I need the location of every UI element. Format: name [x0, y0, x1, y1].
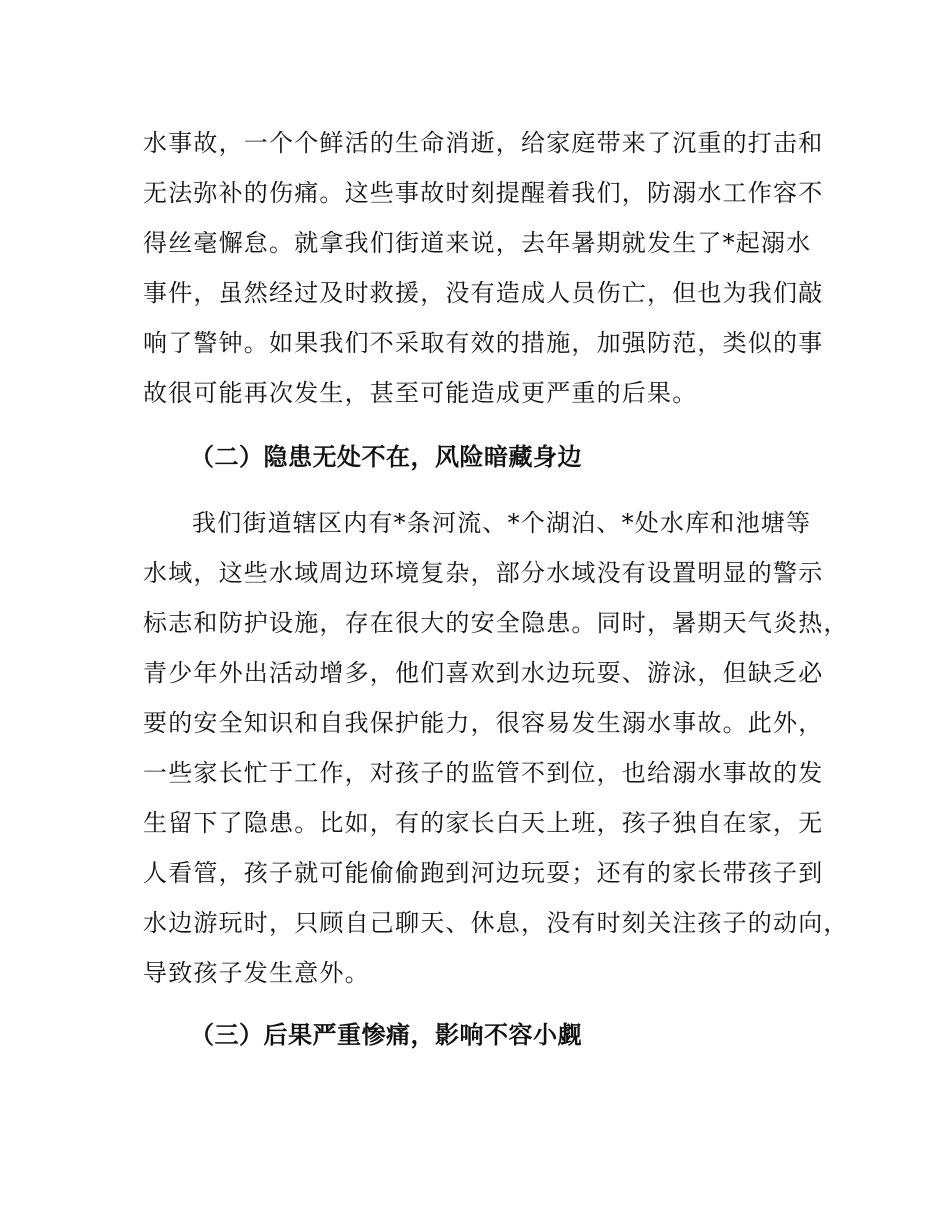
- paragraph1-line-5: 响了警钟。如果我们不采取有效的措施，加强防范，类似的事: [143, 329, 824, 357]
- paragraph2-line-1: 我们街道辖区内有*条河流、*个湖泊、*处水库和池塘等: [192, 509, 812, 537]
- paragraph2-line-5: 要的安全知识和自我保护能力，很容易发生溺水事故。此外，: [143, 709, 824, 737]
- paragraph2-line-6: 一些家长忙于工作，对孩子的监管不到位，也给溺水事故的发: [143, 759, 824, 787]
- paragraph1-line-3: 得丝毫懈怠。就拿我们街道来说，去年暑期就发生了*起溺水: [143, 229, 812, 257]
- paragraph2-line-4: 青少年外出活动增多，他们喜欢到水边玩耍、游泳，但缺乏必: [143, 659, 824, 687]
- paragraph2-line-7: 生留下了隐患。比如，有的家长白天上班，孩子独自在家，无: [143, 809, 824, 837]
- paragraph2-line-8: 人看管，孩子就可能偷偷跑到河边玩耍；还有的家长带孩子到: [143, 859, 824, 887]
- paragraph1-line-2: 无法弥补的伤痛。这些事故时刻提醒着我们，防溺水工作容不: [143, 179, 824, 207]
- paragraph1-line-6: 故很可能再次发生，甚至可能造成更严重的后果。: [143, 379, 698, 407]
- paragraph2-line-2: 水域，这些水域周边环境复杂，部分水域没有设置明显的警示: [143, 559, 824, 587]
- paragraph2-line-9: 水边游玩时，只顾自己聊天、休息，没有时刻关注孩子的动向，: [143, 909, 849, 937]
- paragraph1-line-1: 水事故，一个个鲜活的生命消逝，给家庭带来了沉重的打击和: [143, 129, 824, 157]
- paragraph2-line-10: 导致孩子发生意外。: [143, 959, 370, 987]
- paragraph1-line-4: 事件，虽然经过及时救援，没有造成人员伤亡，但也为我们敲: [143, 279, 824, 307]
- section-heading-2: （二）隐患无处不在，风险暗藏身边: [190, 443, 582, 471]
- section-heading-3: （三）后果严重惨痛，影响不容小觑: [190, 1021, 582, 1049]
- paragraph2-line-3: 标志和防护设施，存在很大的安全隐患。同时，暑期天气炎热，: [143, 609, 849, 637]
